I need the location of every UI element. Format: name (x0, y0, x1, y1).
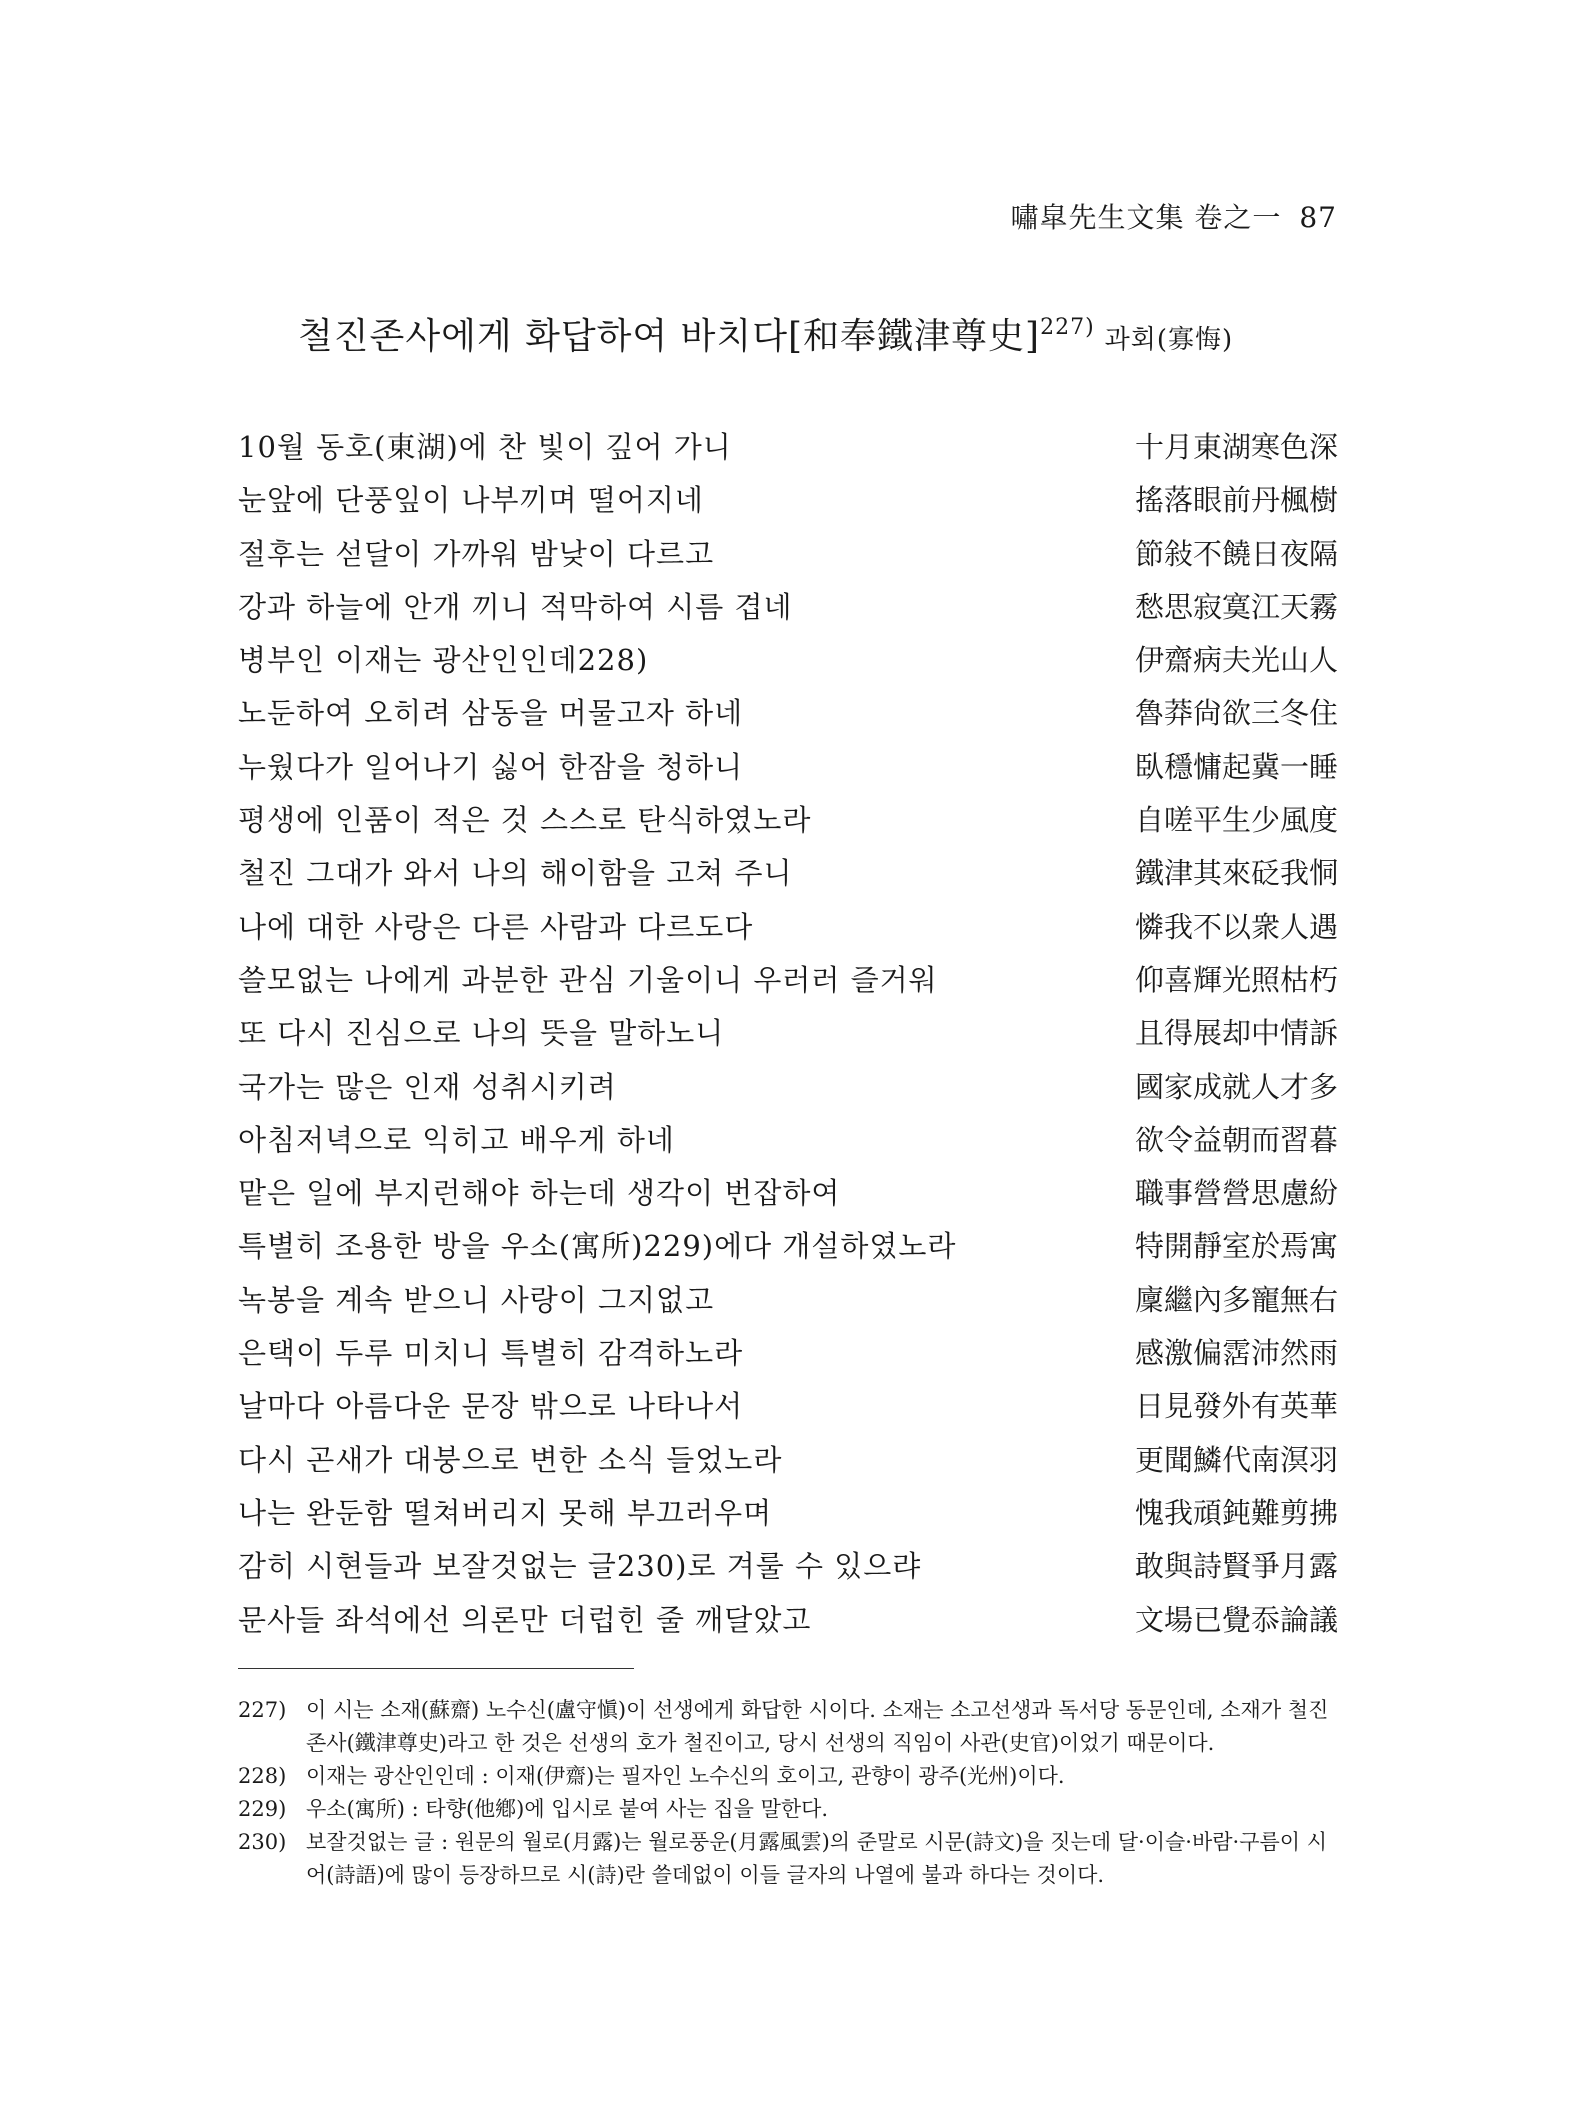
poem-line-korean: 철진 그대가 와서 나의 해이함을 고쳐 주니 (238, 856, 793, 891)
footnote-text: 보잘것없는 글 : 원문의 월로(月露)는 월로풍운(月露風雲)의 준말로 시문(詩文)을 짓는데 달·이슬·바람·구름이 시어(詩語)에 많이 등장하므로 시(詩)란 쓸데없이 이들 글자의 나열에 불과 하다는 것이다. (306, 1830, 1328, 1887)
running-head (1010, 196, 1337, 236)
poem-line (238, 1278, 1338, 1331)
poem-line-chinese: 魯莽尙欲三冬住 (1134, 696, 1338, 731)
poem-line-chinese: 特開靜室於焉寓 (1134, 1229, 1338, 1264)
poem-line-korean: 나는 완둔함 떨쳐버리지 못해 부끄러우며 (238, 1495, 773, 1530)
footnotes (238, 1694, 1338, 1892)
poem-line (238, 1224, 1338, 1277)
footnote-229 (238, 1793, 1338, 1826)
poem-line-korean: 은택이 두루 미치니 특별히 감격하노라 (238, 1336, 744, 1371)
book-title: 嘯皐先生文集 卷之一 (1010, 201, 1282, 234)
poem-line-korean: 날마다 아름다운 문장 밖으로 나타나서 (238, 1389, 744, 1424)
poem-line-korean: 특별히 조용한 방을 우소(寓所)229)에다 개설하였노라 (238, 1229, 957, 1264)
poem-line-chinese: 愁思寂寞江天霧 (1134, 589, 1338, 624)
footnote-number: 227) (238, 1698, 287, 1722)
poem-line-korean: 병부인 이재는 광산인인데228) (238, 643, 649, 678)
footnote-number: 228) (238, 1764, 287, 1788)
poem-line (238, 585, 1338, 638)
poem-line (238, 1491, 1338, 1544)
poem-line-chinese: 更聞鱗代南溟羽 (1134, 1442, 1338, 1477)
title-footnote-ref: 227) (1040, 315, 1095, 340)
poem-line-chinese: 憐我不以衆人遇 (1134, 909, 1338, 944)
poem-line-korean: 아침저녁으로 익히고 배우게 하네 (238, 1122, 675, 1157)
poem-line (238, 745, 1338, 798)
footnote-228 (238, 1760, 1338, 1793)
poem-line-korean: 감히 시현들과 보잘것없는 글230)로 겨룰 수 있으랴 (238, 1549, 922, 1584)
footnote-divider (238, 1668, 634, 1669)
poem-line-chinese: 節敍不饒日夜隔 (1134, 536, 1338, 571)
poem-line-chinese: 感激偏霑沛然雨 (1134, 1336, 1338, 1371)
poem-line-chinese: 且得展却中情訴 (1134, 1016, 1338, 1051)
poem-line (238, 1118, 1338, 1171)
poem-line-korean: 쓸모없는 나에게 과분한 관심 기울이니 우러러 즐거워 (238, 962, 938, 997)
poem-line-korean: 국가는 많은 인재 성취시키려 (238, 1069, 617, 1104)
poem-line-chinese: 廩繼內多寵無右 (1134, 1282, 1338, 1317)
poem-line-korean: 노둔하여 오히려 삼동을 머물고자 하네 (238, 696, 744, 731)
poem-line-korean: 눈앞에 단풍잎이 나부끼며 떨어지네 (238, 483, 704, 518)
footnote-227 (238, 1694, 1338, 1760)
poem-line (238, 478, 1338, 531)
poem-line (238, 638, 1338, 691)
page-number: 87 (1299, 201, 1337, 234)
poem-line-chinese: 自嗟平生少風度 (1134, 803, 1338, 838)
poem-line (238, 798, 1338, 851)
poem-line (238, 1544, 1338, 1597)
poem-line-korean: 다시 곤새가 대붕으로 변한 소식 들었노라 (238, 1442, 783, 1477)
poem-line-korean: 문사들 좌석에선 의론만 더럽힌 줄 깨달았고 (238, 1602, 812, 1637)
poem-line-korean: 강과 하늘에 안개 끼니 적막하여 시름 겹네 (238, 589, 793, 624)
poem-line (238, 425, 1338, 478)
footnote-number: 230) (238, 1830, 287, 1854)
poem-line (238, 1598, 1338, 1651)
poem-line-chinese: 愧我頑鈍難剪拂 (1134, 1495, 1338, 1530)
poem-line (238, 691, 1338, 744)
poem-line (238, 1384, 1338, 1437)
footnote-text: 이 시는 소재(蘇齋) 노수신(盧守愼)이 선생에게 화답한 시이다. 소재는 소고선생과 독서당 동문인데, 소재가 철진존사(鐵津尊史)라고 한 것은 선생의 호가 철진이고, 당시 선생의 직임이 사관(史官)이었기 때문이다. (306, 1698, 1329, 1755)
footnote-text: 우소(寓所) : 타향(他鄕)에 입시로 붙여 사는 집을 말한다. (306, 1797, 829, 1821)
poem-line-chinese: 國家成就人才多 (1134, 1069, 1338, 1104)
footnote-number: 229) (238, 1797, 287, 1821)
poem-line-chinese: 敢與詩賢爭月露 (1134, 1549, 1338, 1584)
poem-line-korean: 평생에 인품이 적은 것 스스로 탄식하였노라 (238, 803, 812, 838)
poem-line (238, 905, 1338, 958)
poem-line-korean: 또 다시 진심으로 나의 뜻을 말하노니 (238, 1016, 725, 1051)
poem-line-korean: 절후는 섣달이 가까워 밤낮이 다르고 (238, 536, 715, 571)
poem-line-korean: 나에 대한 사랑은 다른 사람과 다르도다 (238, 909, 754, 944)
title-text: 철진존사에게 화답하여 바치다[和奉鐵津尊史] (298, 316, 1041, 357)
footnote-230 (238, 1826, 1338, 1892)
poem-line-chinese: 欲令益朝而習暮 (1134, 1122, 1338, 1157)
poem-line-chinese: 伊齋病夫光山人 (1134, 643, 1338, 678)
title-note: 과회(寡悔) (1104, 325, 1234, 355)
poem-line-chinese: 臥穩慵起冀一睡 (1134, 749, 1338, 784)
poem-line-chinese: 日見發外有英華 (1134, 1389, 1338, 1424)
poem-line-korean: 누웠다가 일어나기 싫어 한잠을 청하니 (238, 749, 744, 784)
poem-line-chinese: 文場已覺忝論議 (1134, 1602, 1338, 1637)
poem-line (238, 532, 1338, 585)
poem-line (238, 1438, 1338, 1491)
poem-body (238, 425, 1338, 1651)
poem-line-chinese: 十月東湖寒色深 (1134, 430, 1338, 464)
poem-title (298, 308, 1233, 359)
poem-line (238, 1011, 1338, 1064)
poem-line-chinese: 職事營營思慮紛 (1134, 1176, 1338, 1211)
poem-line (238, 1331, 1338, 1384)
poem-line-korean: 녹봉을 계속 받으니 사랑이 그지없고 (238, 1282, 715, 1317)
poem-line-korean: 10월 동호(東湖)에 찬 빛이 깊어 가니 (238, 430, 732, 464)
poem-line (238, 958, 1338, 1011)
poem-line (238, 1171, 1338, 1224)
poem-line (238, 1065, 1338, 1118)
footnote-text: 이재는 광산인인데 : 이재(伊齋)는 필자인 노수신의 호이고, 관향이 광주(光州)이다. (306, 1764, 1065, 1788)
poem-line-korean: 맡은 일에 부지런해야 하는데 생각이 번잡하여 (238, 1176, 841, 1211)
poem-line-chinese: 搖落眼前丹楓樹 (1134, 483, 1338, 518)
poem-line-chinese: 仰喜輝光照枯朽 (1134, 962, 1338, 997)
poem-line (238, 851, 1338, 904)
poem-line-chinese: 鐵津其來砭我恫 (1134, 856, 1338, 891)
